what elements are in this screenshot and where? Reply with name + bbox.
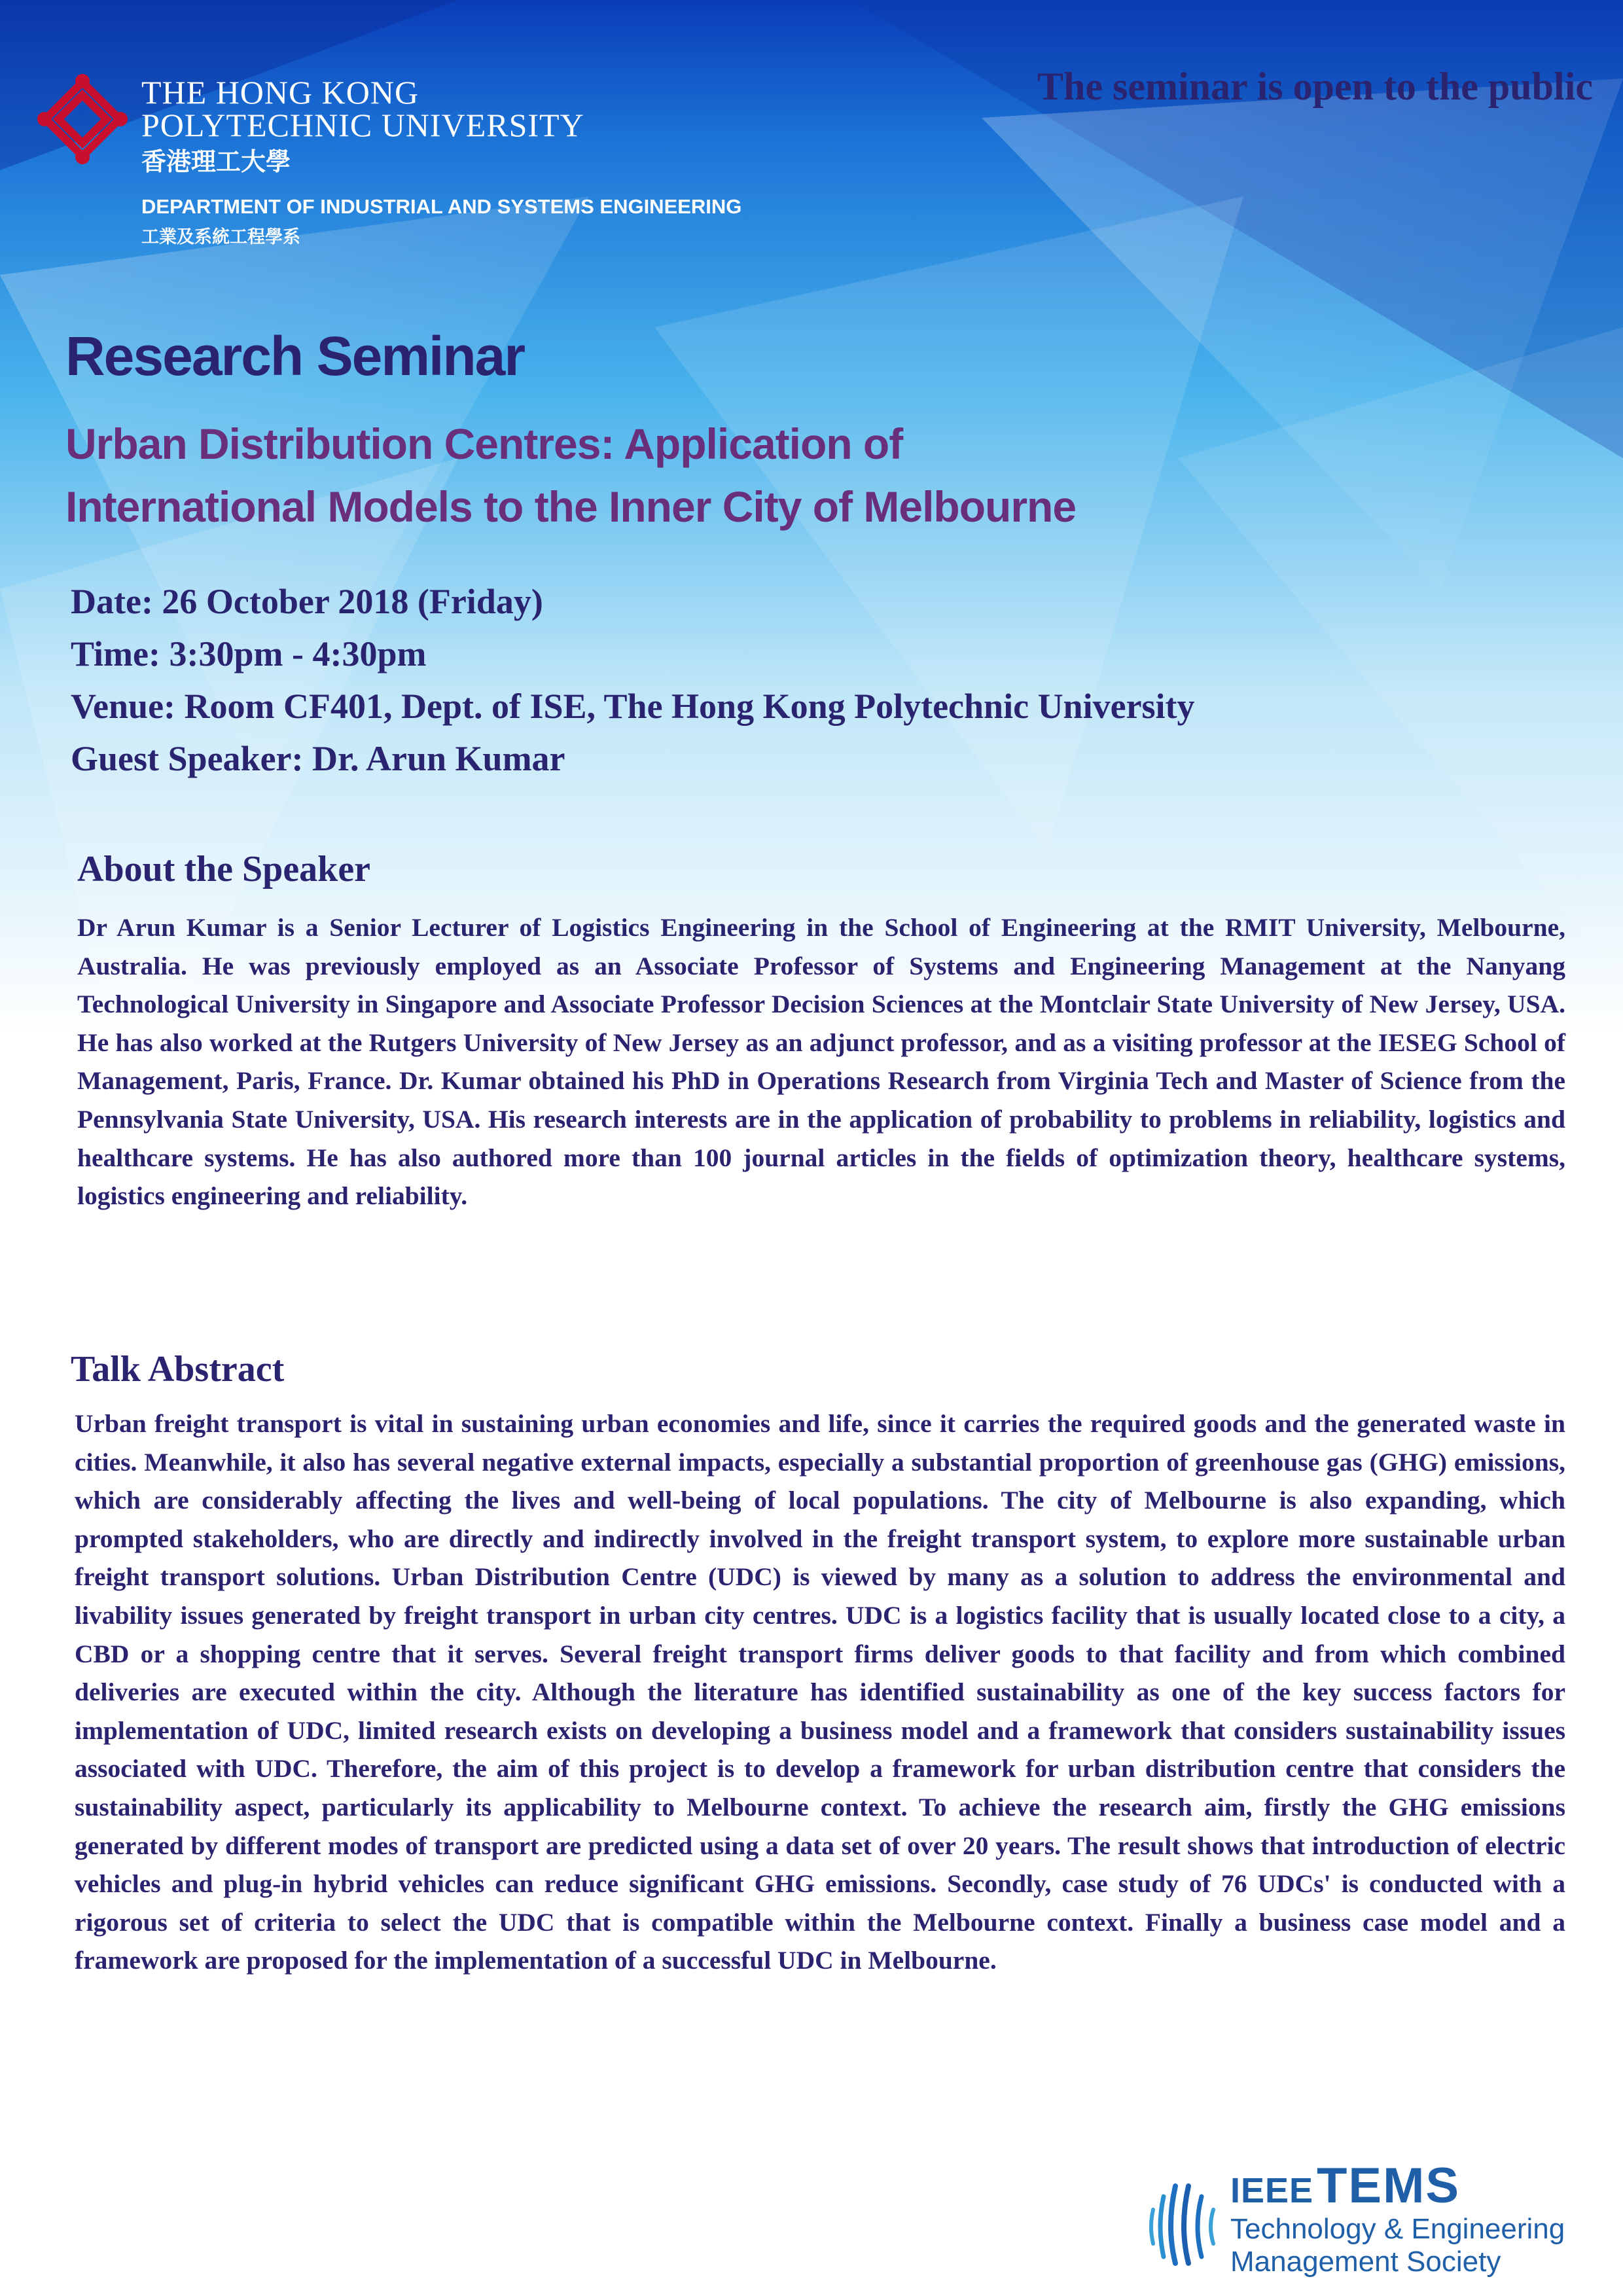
about-speaker-text: Dr Arun Kumar is a Senior Lecturer of Logistics Engineering in the School of Engineering at the RMIT University, Melbourne, Australia. He was previously employed as an Associate Professor of Systems and Engineering Management at the Nanyang Technological University in Singapore and Associate Professor Decision Sciences at the Montclair State University of New Jersey, USA. He has also worked at the Rutgers University of New Jersey as an adjunct professor, and as a visiting professor at the IESEG School of Management, Paris, France. Dr. Kumar obtained his PhD in Operations Research from Virginia Tech and Master of Science from the Pennsylvania State University, USA. His research interests are in the application of probability to problems in reliability, logistics and healthcare systems. He has also authored more than 100 journal articles in the fields of optimization theory, healthcare systems, logistics engineering and reliability. — [77, 913, 1565, 1211]
seminar-time: Time: 3:30pm - 4:30pm — [71, 634, 427, 673]
ieee-wordmark: IEEE — [1230, 2171, 1314, 2210]
polyu-logo-icon — [34, 71, 131, 168]
about-speaker-heading: About the Speaker — [77, 849, 371, 889]
talk-abstract-heading: Talk Abstract — [71, 1349, 285, 1390]
page-title: Research Seminar — [65, 325, 525, 387]
open-to-public-notice: The seminar is open to the public — [1037, 65, 1593, 108]
tems-wordmark: TEMS — [1317, 2158, 1461, 2214]
university-name-line2: POLYTECHNIC UNIVERSITY — [141, 107, 584, 143]
department-name: DEPARTMENT OF INDUSTRIAL AND SYSTEMS ENGINEERING — [141, 195, 742, 218]
university-name-chinese: 香港理工大學 — [141, 147, 291, 176]
department-name-chinese: 工業及系統工程學系 — [141, 227, 300, 247]
society-name-line2: Management Society — [1230, 2246, 1501, 2278]
talk-abstract-text: Urban freight transport is vital in sustaining urban economies and life, since it carries the required goods and the generated waste in cities. Meanwhile, it also has several negative external impacts, especially a substantial proportion of greenhouse gas (GHG) emissions, which are considerably affecting the lives and well-being of local populations. The city of Melbourne is also expanding, which prompted stakeholders, who are directly and indirectly involved in the freight transport system, to explore more sustainable urban freight transport solutions. Urban Distribution Centre (UDC) is viewed by many as a solution to address the environmental and livability issues generated by freight transport in urban city centres. UDC is a logistics facility that is usually located close to a city, a CBD or a shopping centre that it serves. Several freight transport firms deliver goods to that facility and from which combined deliveries are executed within the city. Although the literature has identified sustainability as one of the key success factors for implementation of UDC, limited research exists on developing a business model and a framework that considers sustainability issues associated with UDC. Therefore, the aim of this project is to develop a framework for urban distribution centre that considers the sustainability aspect, particularly its applicability to Melbourne context. To achieve the research aim, firstly the GHG emissions generated by different modes of transport are predicted using a data set of over 20 years. The result shows that introduction of electric vehicles and plug-in hybrid vehicles can reduce significant GHG emissions. Secondly, case study of 76 UDCs' is conducted with a rigorous set of criteria to select the UDC that is compatible within the Melbourne context. Finally a business case model and a framework are proposed for the implementation of a successful UDC in Melbourne. — [75, 1409, 1565, 1975]
university-name-line1: THE HONG KONG — [141, 74, 419, 111]
talk-title-line1: Urban Distribution Centres: Application of — [65, 420, 903, 468]
seminar-date: Date: 26 October 2018 (Friday) — [71, 582, 543, 621]
society-name-line1: Technology & Engineering — [1230, 2213, 1565, 2245]
talk-title-line2: International Models to the Inner City of Melbourne — [65, 482, 1077, 531]
seminar-venue: Venue: Room CF401, Dept. of ISE, The Hong Kong Polytechnic University — [71, 687, 1195, 726]
guest-speaker: Guest Speaker: Dr. Arun Kumar — [71, 739, 565, 778]
ieee-tems-waves-icon — [1147, 2170, 1226, 2267]
